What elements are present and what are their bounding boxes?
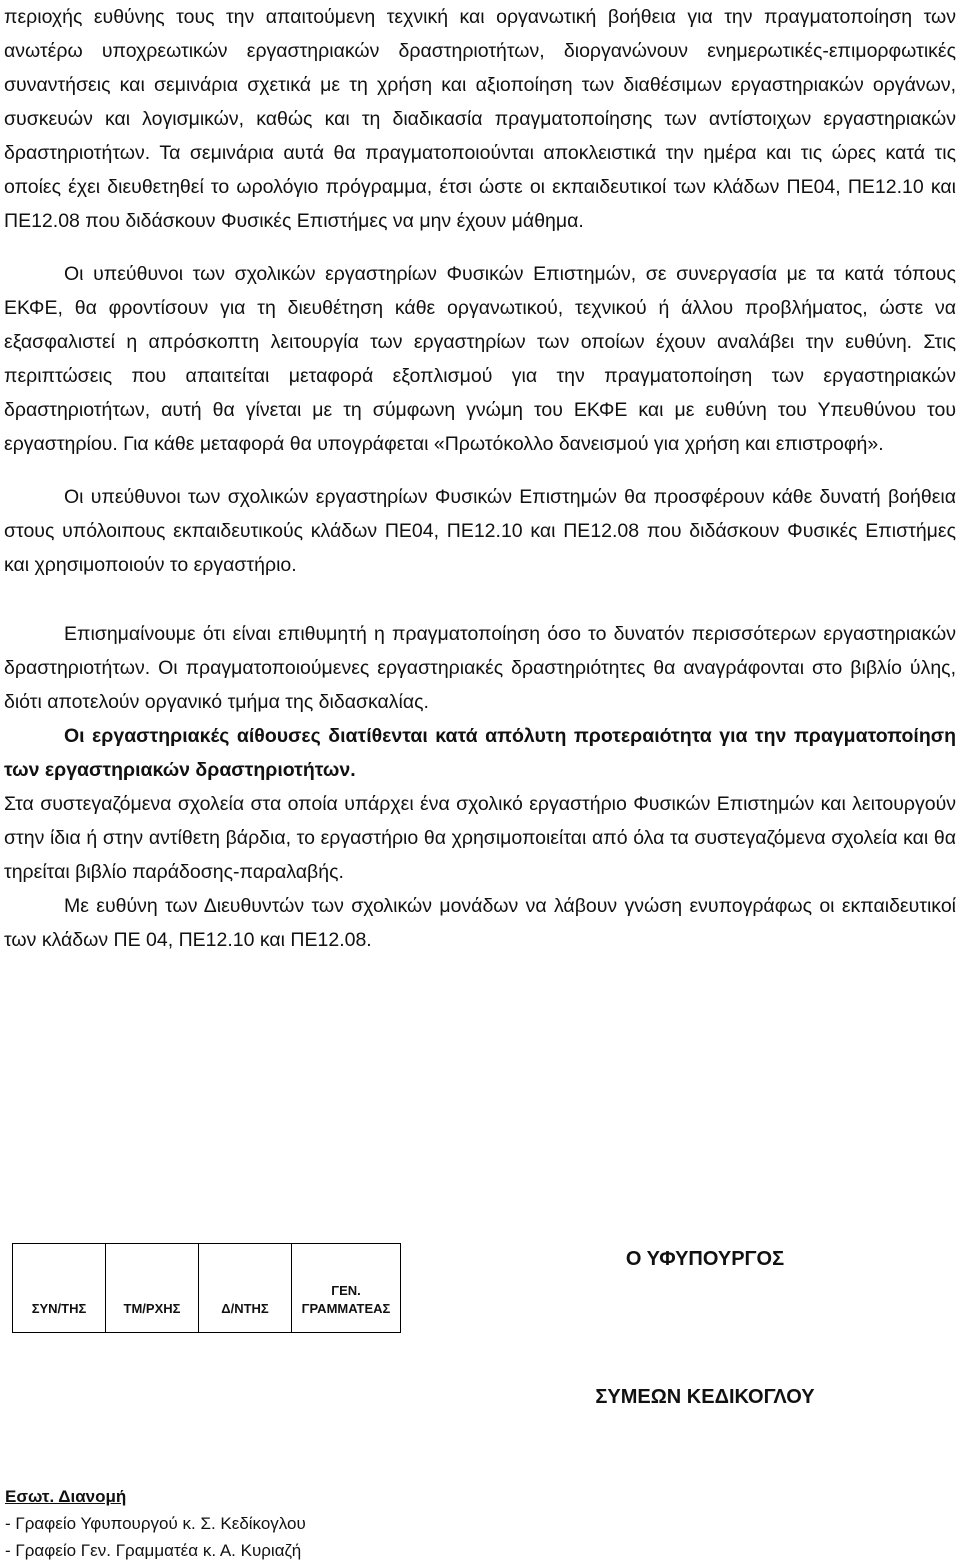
distribution-item: - Γραφείο Υφυπουργού κ. Σ. Κεδίκογλου [5, 1514, 306, 1533]
general-secretary-line1: ΓΕΝ. [331, 1283, 361, 1298]
general-secretary-line2: ΓΡΑΜΜΑΤΕΑΣ [301, 1301, 391, 1316]
signatory-title: Ο ΥΦΥΠΟΥΡΓΟΣ [625, 1248, 785, 1270]
document-body [4, 0, 956, 957]
signature-cell-director: Δ/ΝΤΗΣ [199, 1244, 292, 1333]
signatory-name: ΣΥΜΕΩΝ ΚΕΔΙΚΟΓΛΟΥ [595, 1386, 815, 1408]
paragraph-cohoused-schools: Στα συστεγαζόμενα σχολεία στα οποία υπάρχει ένα σχολικό εργαστήριο Φυσικών Επιστημών και λειτουργούν στην ίδια ή στην αντίθετη βάρδια, το εργαστήριο θα χρησιμοποιείται από όλα τα συστεγαζόμενα σχολεία και θα τηρείται βιβλίο παράδοσης-παραλαβής. [4, 793, 956, 883]
signature-cell-general-secretary [292, 1244, 401, 1333]
paragraph-seminars: περιοχής ευθύνης τους την απαιτούμενη τεχνική και οργανωτική βοήθεια για την πραγματοποίηση των ανωτέρω υποχρεωτικών εργαστηριακών δραστηριοτήτων, διοργανώνουν ενημερωτικές-επιμορφωτικές συναντήσεις και σεμινάρια σχετικά με τη χρήση και αξιοποίηση των διαθέσιμων εργαστηριακών οργάνων, συσκευών και λογισμικών, καθώς και τη διαδικασία πραγματοποίησης των αντίστοιχων εργαστηριακών δραστηριοτήτων. Τα σεμινάρια αυτά θα πραγματοποιούνται αποκλειστικά την ημέρα και τις ώρες κατά τις οποίες έχει διευθετηθεί το ωρολόγιο πρόγραμμα, έτσι ώστε οι εκπαιδευτικοί των κλάδων ΠΕ04, ΠΕ12.10 και ΠΕ12.08 που διδάσκουν Φυσικές Επιστήμες να μην έχουν μάθημα. [4, 6, 956, 232]
signature-table [12, 1243, 401, 1333]
paragraph-assistance: Οι υπεύθυνοι των σχολικών εργαστηρίων Φυσικών Επιστημών θα προσφέρουν κάθε δυνατή βοήθεια στους υπόλοιπους εκπαιδευτικούς κλάδων ΠΕ04, ΠΕ12.10 και ΠΕ12.08 που διδάσκουν Φυσικές Επιστήμες και χρησιμοποιούν το εργαστήριο. [4, 486, 956, 576]
paragraph-priority: Οι εργαστηριακές αίθουσες διατίθενται κατά απόλυτη προτεραιότητα για την πραγματοποίηση των εργαστηριακών δραστηριοτήτων. [4, 725, 956, 781]
distribution-title: Εσωτ. Διανομή [5, 1487, 127, 1506]
paragraph-lab-managers: Οι υπεύθυνοι των σχολικών εργαστηρίων Φυσικών Επιστημών, σε συνεργασία με τα κατά τόπους ΕΚΦΕ, θα φροντίσουν για τη διευθέτηση κάθε οργανωτικού, τεχνικού ή άλλου προβλήματος, ώστε να εξασφαλιστεί η απρόσκοπτη λειτουργία των εργαστηρίων των οποίων έχουν αναλάβει την ευθύνη. Στις περιπτώσεις που απαιτείται μεταφορά εξοπλισμού για την πραγματοποίηση των εργαστηριακών δραστηριοτήτων, αυτή θα γίνεται με τη σύμφωνη γνώμη του ΕΚΦΕ και με ευθύνη του Υπευθύνου του εργαστηρίου. Για κάθε μεταφορά θα υπογράφεται «Πρωτόκολλο δανεισμού για χρήση και επιστροφή». [4, 263, 956, 455]
signature-cell-department-head: ΤΜ/ΡΧΗΣ [106, 1244, 199, 1333]
paragraph-emphasis: Επισημαίνουμε ότι είναι επιθυμητή η πραγματοποίηση όσο το δυνατόν περισσότερων εργαστηριακών δραστηριοτήτων. Οι πραγματοποιούμενες εργαστηριακές δραστηριότητες θα αναγράφονται στο βιβλίο ύλης, διότι αποτελούν οργανικό τμήμα της διδασκαλίας. [4, 623, 956, 713]
internal-distribution [5, 1483, 306, 1564]
signature-cell-coordinator: ΣΥΝ/ΤΗΣ [13, 1244, 106, 1333]
paragraph-responsibility: Με ευθύνη των Διευθυντών των σχολικών μονάδων να λάβουν γνώση ενυπογράφως οι εκπαιδευτικοί των κλάδων ΠΕ 04, ΠΕ12.10 και ΠΕ12.08. [4, 895, 956, 951]
distribution-item: - Γραφείο Γεν. Γραμματέα κ. Α. Κυριαζή [5, 1541, 302, 1560]
